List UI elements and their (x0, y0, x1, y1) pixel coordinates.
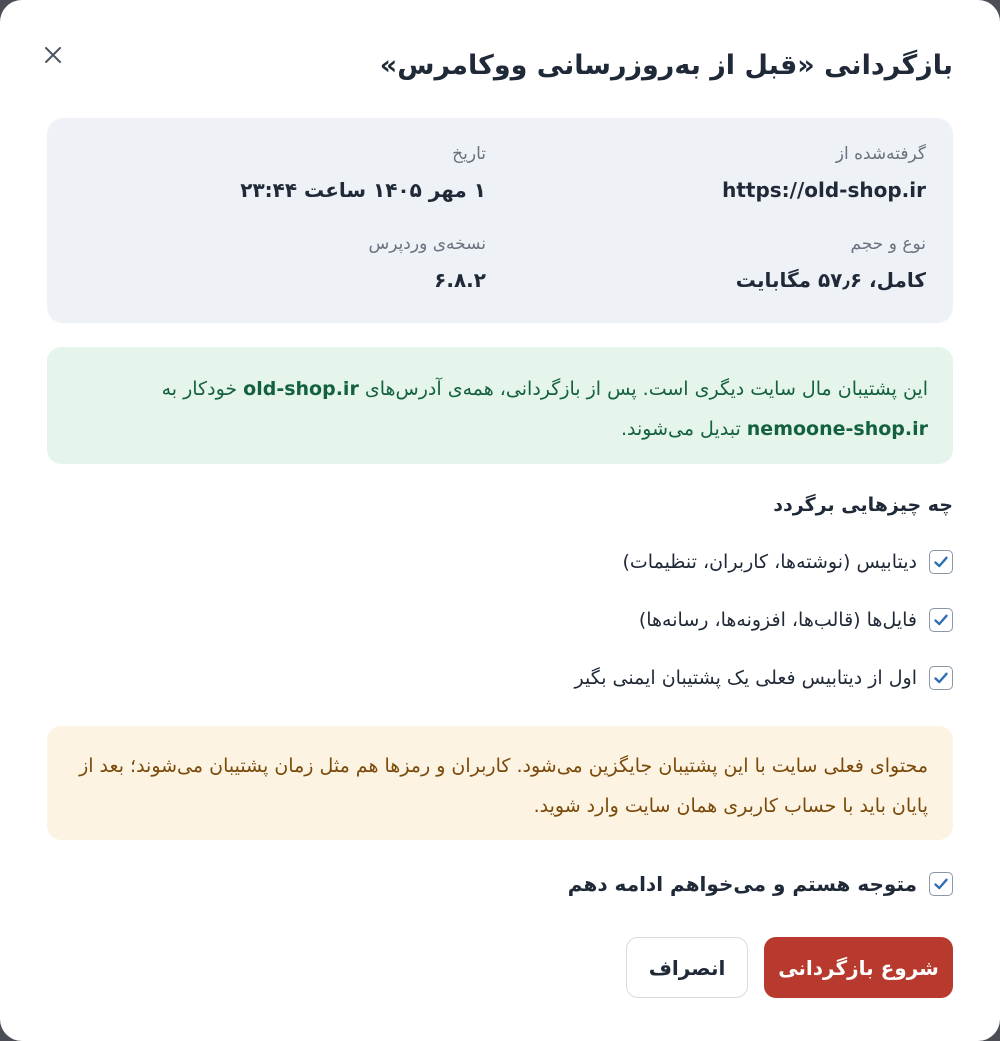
cancel-button[interactable]: انصراف (626, 937, 748, 998)
info-source (626, 144, 926, 202)
backup-info-card (47, 118, 953, 323)
date-label: تاریخ (452, 144, 486, 164)
source-value: https://old-shop.ir (722, 178, 926, 202)
safety-backup-checkbox[interactable] (929, 666, 953, 690)
migration-note-part3: تبدیل می‌شوند. (620, 418, 741, 440)
old-domain: old-shop.ir (243, 378, 359, 400)
confirm-option[interactable] (568, 872, 953, 896)
type-value: کامل، ۵۷٫۶ مگابایت (735, 268, 926, 292)
option-database[interactable] (623, 550, 954, 574)
close-button[interactable] (38, 40, 68, 70)
dialog-title: بازگردانی «قبل از به‌روزرسانی ووکامرس» (379, 50, 953, 81)
start-restore-button[interactable]: شروع بازگردانی (764, 937, 953, 998)
files-option-label: فایل‌ها (قالب‌ها، افزونه‌ها، رسانه‌ها) (638, 609, 917, 631)
wp-value: ۶.۸.۲ (434, 268, 486, 292)
migration-note-part1: این پشتیبان مال سایت دیگری است. پس از بازگردانی، همه‌ی آدرس‌های (364, 378, 928, 400)
database-checkbox[interactable] (929, 550, 953, 574)
option-files[interactable] (639, 608, 953, 632)
checkmark-icon (933, 554, 949, 570)
restore-options-heading: چه چیزهایی برگردد (773, 494, 953, 516)
close-icon (43, 45, 63, 65)
type-label: نوع و حجم (850, 234, 926, 254)
database-option-label: دیتابیس (نوشته‌ها، کاربران، تنظیمات) (622, 551, 917, 573)
migration-note (47, 347, 953, 464)
info-wp-version (186, 234, 486, 292)
checkmark-icon (933, 612, 949, 628)
date-value: ۱ مهر ۱۴۰۵ ساعت ۲۳:۴۴ (240, 178, 486, 202)
confirm-label: متوجه هستم و می‌خواهم ادامه دهم (567, 872, 917, 896)
confirm-checkbox[interactable] (929, 872, 953, 896)
new-domain: nemoone-shop.ir (746, 418, 928, 440)
info-date (186, 144, 486, 202)
checkmark-icon (933, 876, 949, 892)
option-safety-backup[interactable] (575, 666, 953, 690)
wp-label: نسخه‌ی وردپرس (368, 234, 486, 254)
files-checkbox[interactable] (929, 608, 953, 632)
source-label: گرفته‌شده از (835, 144, 926, 164)
info-type-size (626, 234, 926, 292)
overwrite-warning: محتوای فعلی سایت با این پشتیبان جایگزین می‌شود. کاربران و رمزها هم مثل زمان پشتیبان می‌شوند؛ بعد از پایان باید با حساب کاربری همان سایت وارد شوید. (47, 726, 953, 840)
checkmark-icon (933, 670, 949, 686)
safety-backup-option-label: اول از دیتابیس فعلی یک پشتیبان ایمنی بگیر (574, 667, 917, 689)
migration-note-part2: خودکار به (161, 378, 238, 400)
